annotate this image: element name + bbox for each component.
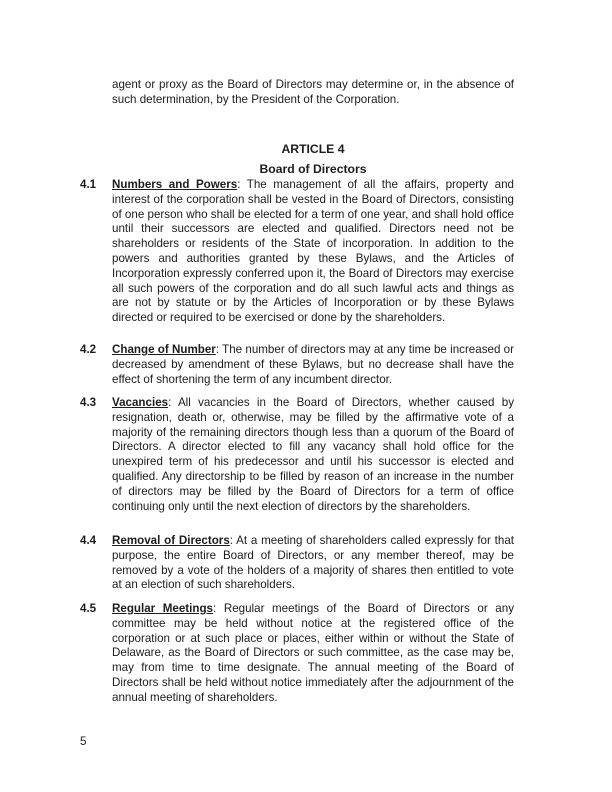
section-text: : At a meeting of shareholders called expressly for that purpose, the entire Board of Directors, or any member thereof, may be removed by a vote of the holders of a majority of shares then entitled to vote at an election of such shareholders. (112, 534, 515, 592)
section-body (112, 396, 514, 514)
article-number: ARTICLE 4 (281, 142, 345, 156)
section-number: 4.4 (80, 534, 97, 547)
section-4-5 (80, 602, 514, 706)
section-number: 4.3 (80, 396, 97, 409)
section-number: 4.1 (80, 178, 97, 191)
section-body (112, 343, 514, 387)
article-title: Board of Directors (259, 162, 367, 176)
section-title: Vacancies (112, 396, 169, 409)
section-text: : The management of all the affairs, property and interest of the corporation shall be vested in the Board of Directors, consisting of one person who shall be elected for a term of one year, and shall hold office until their successors are elected and qualified. Directors need not be shareholders or residents of the State of incorporation. In addition to the powers and authorities granted by these Bylaws, and the Articles of Incorporation expressly conferred upon it, the Board of Directors may exercise all such powers of the corporation and do all such lawful acts and things as are not by statute or by the Articles of Incorporation or by these Bylaws directed or required to be exercised or done by the shareholders. (112, 178, 514, 325)
intro-paragraph: agent or proxy as the Board of Directors may determine or, in the absence of such determination, by the President of the Corporation. (112, 78, 514, 106)
section-number: 4.2 (80, 343, 97, 356)
section-number: 4.5 (80, 602, 97, 615)
section-4-3 (80, 396, 514, 514)
section-body (112, 178, 514, 326)
section-text: : Regular meetings of the Board of Directors or any committee may be held without notice at the registered office of the corporation or at such place or places, either within or without the State of Delaware, as the Board of Directors or such committee, as the case may be, may from time to time designate. The annual meeting of the Board of Directors shall be held without notice immediately after the adjournment of the annual meeting of shareholders. (112, 602, 514, 704)
page-number: 5 (80, 735, 87, 748)
section-title: Removal of Directors (112, 534, 230, 547)
section-4-4 (80, 534, 514, 593)
section-text: : All vacancies in the Board of Directors, whether caused by resignation, death or, otherwise, may be filled by the affirmative vote of a majority of the remaining directors though less than a quorum of the Board of Directors. A director elected to fill any vacancy shall hold office for the unexpired term of his predecessor and until his successor is elected and qualified. Any directorship to be filled by reason of an increase in the number of directors may be filled by the Board of Directors for a term of office continuing only until the next election of directors by the shareholders. (112, 396, 514, 513)
section-title: Change of Number (112, 343, 216, 356)
section-4-1 (80, 178, 514, 326)
section-4-2 (80, 343, 514, 387)
section-text: : The number of directors may at any time be increased or decreased by amendment of these Bylaws, but no decrease shall have the effect of shortening the term of any incumbent director. (112, 343, 514, 386)
section-title: Regular Meetings (112, 602, 214, 615)
section-body (112, 602, 514, 706)
section-title: Numbers and Powers (112, 178, 238, 191)
section-body (112, 534, 514, 593)
